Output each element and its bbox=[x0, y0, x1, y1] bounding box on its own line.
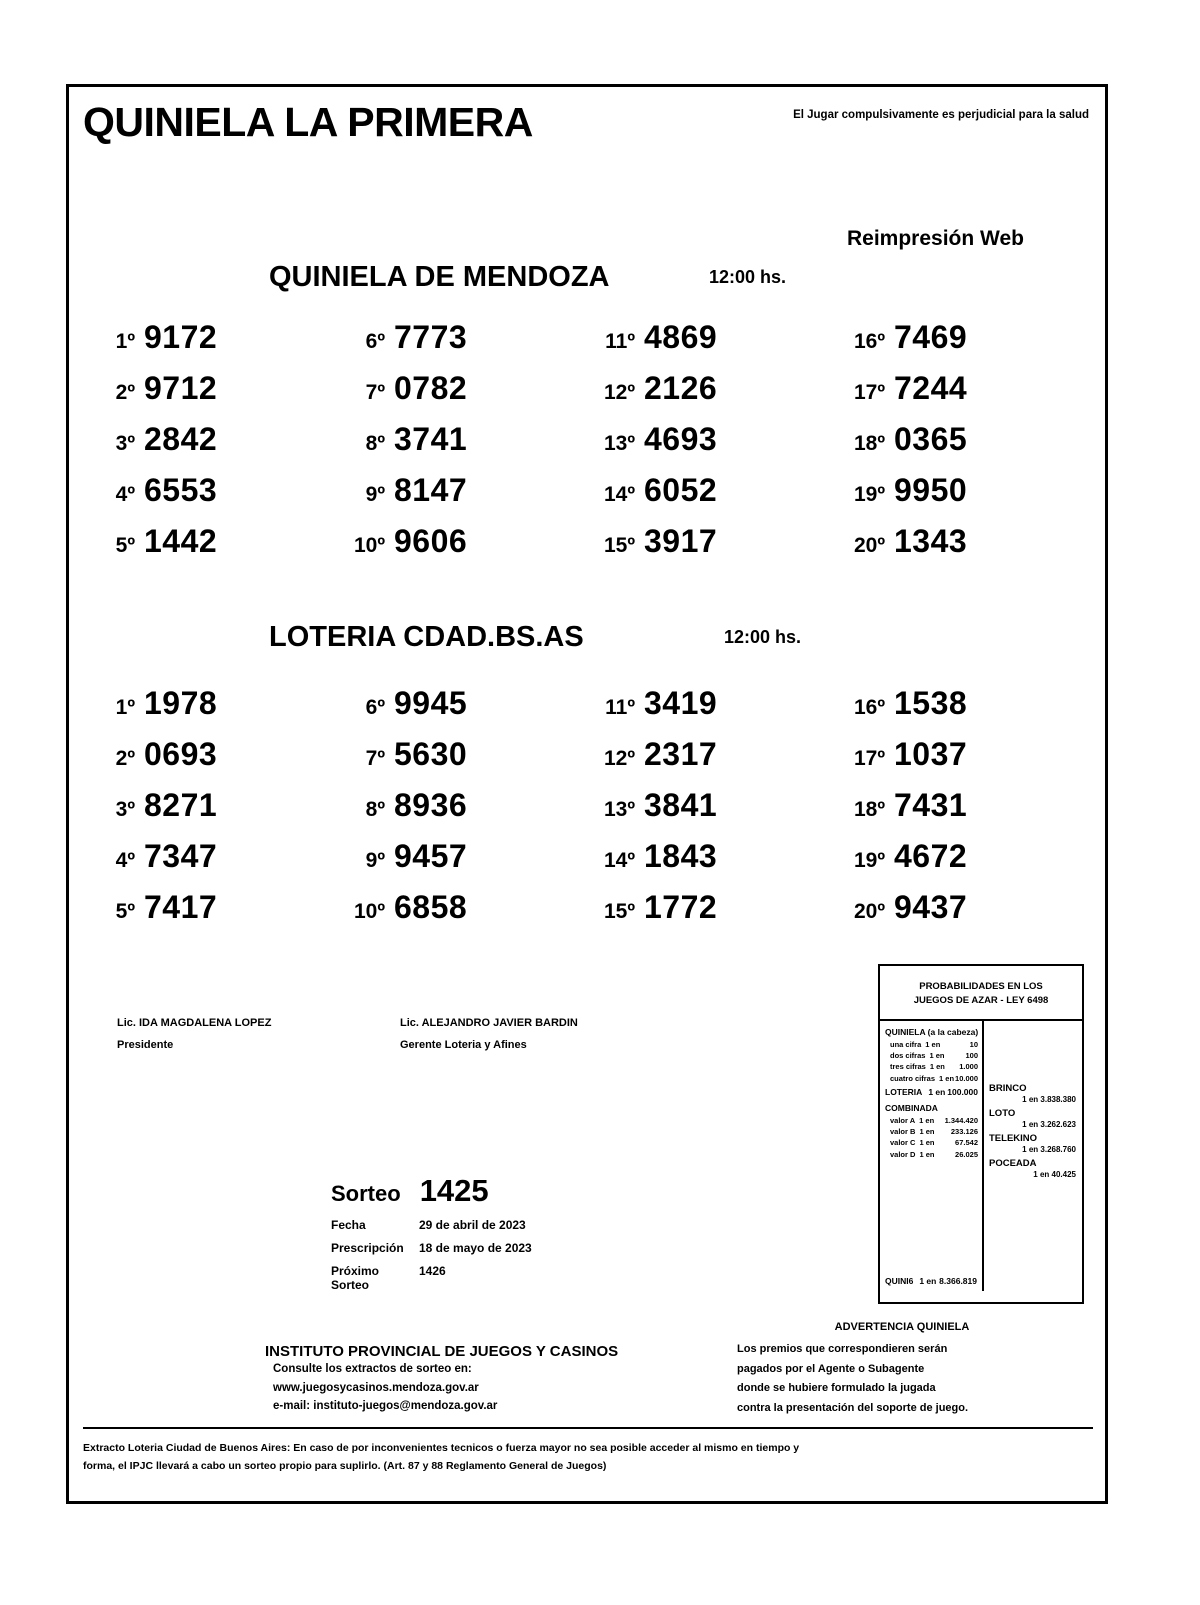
quiniela-group-title: QUINIELA (a la cabeza) bbox=[885, 1026, 979, 1037]
game-odds-row bbox=[989, 1108, 1078, 1129]
institute-title: INSTITUTO PROVINCIAL DE JUEGOS Y CASINOS bbox=[265, 1343, 619, 1360]
institute-contact-lines bbox=[265, 1360, 618, 1416]
result-number: 7417 bbox=[144, 889, 218, 925]
draw-time-mendoza: 12:00 hs. bbox=[709, 267, 787, 287]
result-cell bbox=[589, 472, 839, 523]
result-number: 0782 bbox=[394, 370, 468, 406]
result-position: 16º bbox=[853, 330, 885, 353]
odds-value: 67.542 bbox=[955, 1138, 978, 1148]
result-number: 6553 bbox=[144, 472, 218, 508]
odds-mid: 1 en bbox=[925, 1039, 941, 1049]
results-grid-bsas bbox=[89, 685, 1089, 940]
odds-name: valor C bbox=[890, 1138, 916, 1148]
sorteo-block bbox=[331, 1173, 532, 1292]
result-number: 7347 bbox=[144, 838, 218, 874]
result-position: 18º bbox=[853, 432, 885, 455]
result-position: 17º bbox=[853, 747, 885, 770]
result-number: 6052 bbox=[644, 472, 718, 508]
quiniela-odds-row bbox=[885, 1050, 978, 1061]
result-cell bbox=[839, 685, 1089, 736]
signature-role: Presidente bbox=[117, 1039, 174, 1051]
fecha-label: Fecha bbox=[331, 1218, 366, 1232]
draw-time-bsas: 12:00 hs. bbox=[724, 627, 802, 647]
result-position: 5º bbox=[115, 534, 135, 557]
quiniela-odds-row bbox=[885, 1039, 978, 1050]
reprint-web-label: Reimpresión Web bbox=[847, 227, 1024, 250]
game-odds-value: 1 en 40.425 bbox=[1033, 1169, 1076, 1179]
result-number: 9712 bbox=[144, 370, 218, 406]
result-number: 9437 bbox=[894, 889, 968, 925]
result-position: 13º bbox=[603, 798, 635, 821]
result-number: 2317 bbox=[644, 736, 718, 772]
odds-mid: 1 en bbox=[929, 1062, 945, 1072]
quiniela-odds-row bbox=[885, 1073, 978, 1084]
institute-block bbox=[265, 1343, 618, 1416]
result-number: 1978 bbox=[144, 685, 218, 721]
result-cell bbox=[589, 319, 839, 370]
result-position: 14º bbox=[603, 849, 635, 872]
proximo-sorteo-label: Próximo Sorteo bbox=[331, 1264, 380, 1292]
result-position: 11º bbox=[605, 330, 635, 353]
result-number: 8271 bbox=[144, 787, 218, 823]
result-position: 4º bbox=[115, 849, 135, 872]
game-odds-row bbox=[989, 1158, 1078, 1179]
draw-name-bsas: LOTERIA CDAD.BS.AS bbox=[269, 621, 584, 653]
result-cell bbox=[339, 319, 589, 370]
disclaimer-line-2: forma, el IPJC llevará a cabo un sorteo propio para suplirlo. (Art. 87 y 88 Reglamento General de Juegos) bbox=[83, 1460, 607, 1473]
result-position: 12º bbox=[603, 747, 635, 770]
sorteo-number: 1425 bbox=[419, 1173, 489, 1208]
result-cell bbox=[89, 685, 339, 736]
proximo-sorteo-row bbox=[331, 1264, 532, 1292]
loteria-odds-value: 100.000 bbox=[947, 1087, 978, 1098]
result-number: 3419 bbox=[644, 685, 718, 721]
signature-name: Lic. IDA MAGDALENA LOPEZ bbox=[117, 1017, 272, 1029]
institute-contact-line: www.juegosycasinos.mendoza.gov.ar bbox=[273, 1381, 479, 1394]
result-number: 1343 bbox=[894, 523, 968, 559]
combinada-group-title: COMBINADA bbox=[885, 1102, 938, 1113]
result-cell bbox=[589, 370, 839, 421]
result-position: 8º bbox=[365, 798, 385, 821]
result-cell bbox=[89, 736, 339, 787]
disclaimer-block bbox=[83, 1427, 1093, 1475]
odds-value: 26.025 bbox=[955, 1149, 978, 1159]
odds-value: 10 bbox=[969, 1039, 978, 1049]
page-title: QUINIELA LA PRIMERA bbox=[83, 99, 533, 145]
result-position: 15º bbox=[603, 534, 635, 557]
result-position: 18º bbox=[853, 798, 885, 821]
result-number: 4672 bbox=[894, 838, 968, 874]
fecha-row bbox=[331, 1218, 532, 1232]
result-position: 16º bbox=[853, 696, 885, 719]
signature-name: Lic. ALEJANDRO JAVIER BARDIN bbox=[400, 1017, 578, 1029]
result-cell bbox=[339, 736, 589, 787]
odds-value: 10.000 bbox=[955, 1073, 978, 1083]
probabilities-title-line2: JUEGOS DE AZAR - LEY 6498 bbox=[913, 995, 1049, 1007]
result-number: 3741 bbox=[394, 421, 468, 457]
masthead bbox=[83, 99, 1093, 151]
result-number: 9172 bbox=[144, 319, 218, 355]
odds-name: dos cifras bbox=[890, 1050, 926, 1060]
odds-mid: 1 en bbox=[929, 1050, 945, 1060]
result-number: 3841 bbox=[644, 787, 718, 823]
result-position: 19º bbox=[853, 849, 885, 872]
result-number: 1772 bbox=[644, 889, 718, 925]
result-number: 1442 bbox=[144, 523, 218, 559]
odds-value: 100 bbox=[965, 1050, 978, 1060]
game-odds-row bbox=[989, 1083, 1078, 1104]
result-cell bbox=[89, 787, 339, 838]
advertencia-line: pagados por el Agente o Subagente bbox=[737, 1362, 925, 1375]
result-number: 1843 bbox=[644, 838, 718, 874]
combinada-odds-row bbox=[885, 1137, 978, 1148]
odds-value: 1.344.420 bbox=[944, 1115, 978, 1125]
advertencia-block bbox=[737, 1321, 1067, 1418]
odds-mid: 1 en bbox=[919, 1115, 935, 1125]
result-position: 6º bbox=[365, 330, 385, 353]
institute-contact-line: e-mail: instituto-juegos@mendoza.gov.ar bbox=[273, 1400, 498, 1413]
advertencia-line: contra la presentación del soporte de juego. bbox=[737, 1401, 969, 1414]
odds-mid: 1 en bbox=[919, 1149, 935, 1159]
result-cell bbox=[839, 370, 1089, 421]
quini6-odds-value: 8.366.819 bbox=[939, 1275, 977, 1286]
probabilities-box bbox=[878, 964, 1084, 1304]
probabilities-columns bbox=[880, 1019, 1082, 1291]
result-cell bbox=[89, 889, 339, 940]
result-position: 5º bbox=[115, 900, 135, 923]
result-number: 1037 bbox=[894, 736, 968, 772]
probabilities-left-column bbox=[880, 1021, 984, 1291]
result-cell bbox=[589, 685, 839, 736]
result-position: 10º bbox=[353, 534, 385, 557]
result-position: 17º bbox=[853, 381, 885, 404]
odds-name: una cifra bbox=[890, 1039, 922, 1049]
result-cell bbox=[839, 319, 1089, 370]
odds-mid: 1 en bbox=[919, 1138, 935, 1148]
result-cell bbox=[839, 838, 1089, 889]
result-cell bbox=[589, 421, 839, 472]
result-number: 9950 bbox=[894, 472, 968, 508]
result-cell bbox=[89, 838, 339, 889]
result-position: 7º bbox=[365, 747, 385, 770]
result-number: 2842 bbox=[144, 421, 218, 457]
result-number: 3917 bbox=[644, 523, 718, 559]
result-number: 8147 bbox=[394, 472, 468, 508]
result-position: 10º bbox=[353, 900, 385, 923]
game-name: BRINCO bbox=[989, 1082, 1027, 1094]
quini6-odds-name: QUINI6 bbox=[885, 1275, 914, 1286]
result-cell bbox=[589, 889, 839, 940]
draw-name-mendoza: QUINIELA DE MENDOZA bbox=[269, 261, 610, 293]
odds-mid: 1 en bbox=[939, 1073, 955, 1083]
result-position: 6º bbox=[365, 696, 385, 719]
odds-name: valor D bbox=[890, 1149, 916, 1159]
odds-name: valor B bbox=[890, 1127, 916, 1137]
probabilities-title bbox=[880, 966, 1082, 1019]
advertencia-title: ADVERTENCIA QUINIELA bbox=[834, 1321, 970, 1333]
result-number: 4869 bbox=[644, 319, 718, 355]
game-odds-row bbox=[989, 1133, 1078, 1154]
result-position: 20º bbox=[853, 900, 885, 923]
game-name: TELEKINO bbox=[989, 1132, 1038, 1144]
result-position: 3º bbox=[115, 798, 135, 821]
signature-president bbox=[117, 1017, 271, 1051]
other-games-odds-list bbox=[989, 1027, 1078, 1179]
sorteo-row bbox=[331, 1173, 532, 1209]
result-number: 1538 bbox=[894, 685, 968, 721]
result-position: 13º bbox=[603, 432, 635, 455]
game-name: POCEADA bbox=[989, 1157, 1037, 1169]
institute-contact-line: Consulte los extractos de sorteo en: bbox=[273, 1363, 472, 1375]
result-cell bbox=[839, 421, 1089, 472]
result-position: 8º bbox=[365, 432, 385, 455]
result-position: 9º bbox=[365, 849, 385, 872]
result-cell bbox=[339, 523, 589, 574]
result-cell bbox=[589, 523, 839, 574]
result-cell bbox=[339, 685, 589, 736]
result-position: 14º bbox=[603, 483, 635, 506]
signature-manager bbox=[400, 1017, 578, 1051]
gambling-warning-text: El Jugar compulsivamente es perjudicial para la salud bbox=[793, 109, 1089, 121]
result-cell bbox=[339, 889, 589, 940]
result-position: 3º bbox=[115, 432, 135, 455]
game-odds-value: 1 en 3.838.380 bbox=[1022, 1094, 1076, 1104]
result-number: 8936 bbox=[394, 787, 468, 823]
result-cell bbox=[839, 889, 1089, 940]
result-cell bbox=[339, 370, 589, 421]
result-number: 7469 bbox=[894, 319, 968, 355]
loteria-odds-name: LOTERIA bbox=[885, 1087, 923, 1098]
result-cell bbox=[89, 523, 339, 574]
sorteo-label: Sorteo bbox=[331, 1181, 401, 1206]
disclaimer-line-1: Extracto Loteria Ciudad de Buenos Aires: En caso de por inconvenientes tecnicos o fuerza mayor no sea posible acceder al mismo en tiempo y bbox=[83, 1442, 800, 1454]
quiniela-odds-row bbox=[885, 1061, 978, 1072]
combinada-odds-row bbox=[885, 1149, 978, 1160]
result-cell bbox=[89, 319, 339, 370]
odds-value: 233.126 bbox=[950, 1127, 978, 1137]
result-number: 5630 bbox=[394, 736, 468, 772]
prescripcion-value: 18 de mayo de 2023 bbox=[419, 1241, 532, 1255]
odds-name: cuatro cifras bbox=[890, 1073, 936, 1083]
result-number: 9457 bbox=[394, 838, 468, 874]
result-cell bbox=[839, 472, 1089, 523]
result-position: 1º bbox=[115, 330, 135, 353]
result-number: 6858 bbox=[394, 889, 468, 925]
result-cell bbox=[589, 787, 839, 838]
result-number: 7773 bbox=[394, 319, 468, 355]
loteria-odds-mid: 1 en bbox=[928, 1087, 946, 1098]
result-position: 20º bbox=[853, 534, 885, 557]
probabilities-title-line1: PROBABILIDADES EN LOS bbox=[919, 981, 1043, 992]
prescripcion-row bbox=[331, 1241, 532, 1255]
result-number: 7244 bbox=[894, 370, 968, 406]
page-frame bbox=[66, 84, 1108, 1504]
prescripcion-label: Prescripción bbox=[331, 1241, 404, 1255]
combinada-odds-row bbox=[885, 1115, 978, 1126]
result-position: 12º bbox=[603, 381, 635, 404]
result-number: 0693 bbox=[144, 736, 218, 772]
result-position: 7º bbox=[365, 381, 385, 404]
advertencia-line: donde se hubiere formulado la jugada bbox=[737, 1382, 936, 1395]
result-position: 4º bbox=[115, 483, 135, 506]
odds-name: valor A bbox=[890, 1115, 916, 1125]
result-cell bbox=[839, 736, 1089, 787]
result-position: 2º bbox=[115, 381, 135, 404]
result-position: 2º bbox=[115, 747, 135, 770]
result-cell bbox=[839, 787, 1089, 838]
advertencia-line: Los premios que correspondieren serán bbox=[737, 1343, 948, 1355]
result-number: 9606 bbox=[394, 523, 468, 559]
quini6-odds-row bbox=[885, 1276, 977, 1286]
results-grid-mendoza bbox=[89, 319, 1089, 574]
game-name: LOTO bbox=[989, 1107, 1016, 1119]
result-cell bbox=[339, 472, 589, 523]
quiniela-odds-list bbox=[885, 1039, 978, 1085]
result-number: 7431 bbox=[894, 787, 968, 823]
fecha-value: 29 de abril de 2023 bbox=[419, 1218, 526, 1232]
result-cell bbox=[339, 838, 589, 889]
result-position: 11º bbox=[605, 696, 635, 719]
result-cell bbox=[89, 370, 339, 421]
game-odds-value: 1 en 3.262.623 bbox=[1022, 1119, 1076, 1129]
probabilities-right-column bbox=[984, 1021, 1082, 1291]
quini6-odds-mid: 1 en bbox=[919, 1275, 937, 1286]
result-position: 19º bbox=[853, 483, 885, 506]
odds-value: 1.000 bbox=[959, 1062, 978, 1072]
draw-header-bsas bbox=[269, 615, 969, 655]
result-cell bbox=[89, 472, 339, 523]
result-number: 2126 bbox=[644, 370, 718, 406]
odds-mid: 1 en bbox=[919, 1127, 935, 1137]
odds-name: tres cifras bbox=[890, 1062, 926, 1072]
result-cell bbox=[839, 523, 1089, 574]
draw-header-mendoza bbox=[269, 255, 969, 295]
result-cell bbox=[339, 787, 589, 838]
result-number: 0365 bbox=[894, 421, 968, 457]
combinada-odds-list bbox=[885, 1115, 978, 1161]
result-cell bbox=[339, 421, 589, 472]
result-number: 9945 bbox=[394, 685, 468, 721]
result-position: 1º bbox=[115, 696, 135, 719]
loteria-odds-row bbox=[885, 1086, 978, 1100]
proximo-sorteo-value: 1426 bbox=[419, 1264, 446, 1278]
game-odds-value: 1 en 3.268.760 bbox=[1022, 1144, 1076, 1154]
advertencia-lines bbox=[737, 1340, 1067, 1418]
signature-role: Gerente Loteria y Afines bbox=[400, 1039, 527, 1051]
result-position: 15º bbox=[603, 900, 635, 923]
result-cell bbox=[589, 736, 839, 787]
result-cell bbox=[589, 838, 839, 889]
combinada-odds-row bbox=[885, 1126, 978, 1137]
result-cell bbox=[89, 421, 339, 472]
result-number: 4693 bbox=[644, 421, 718, 457]
result-position: 9º bbox=[365, 483, 385, 506]
